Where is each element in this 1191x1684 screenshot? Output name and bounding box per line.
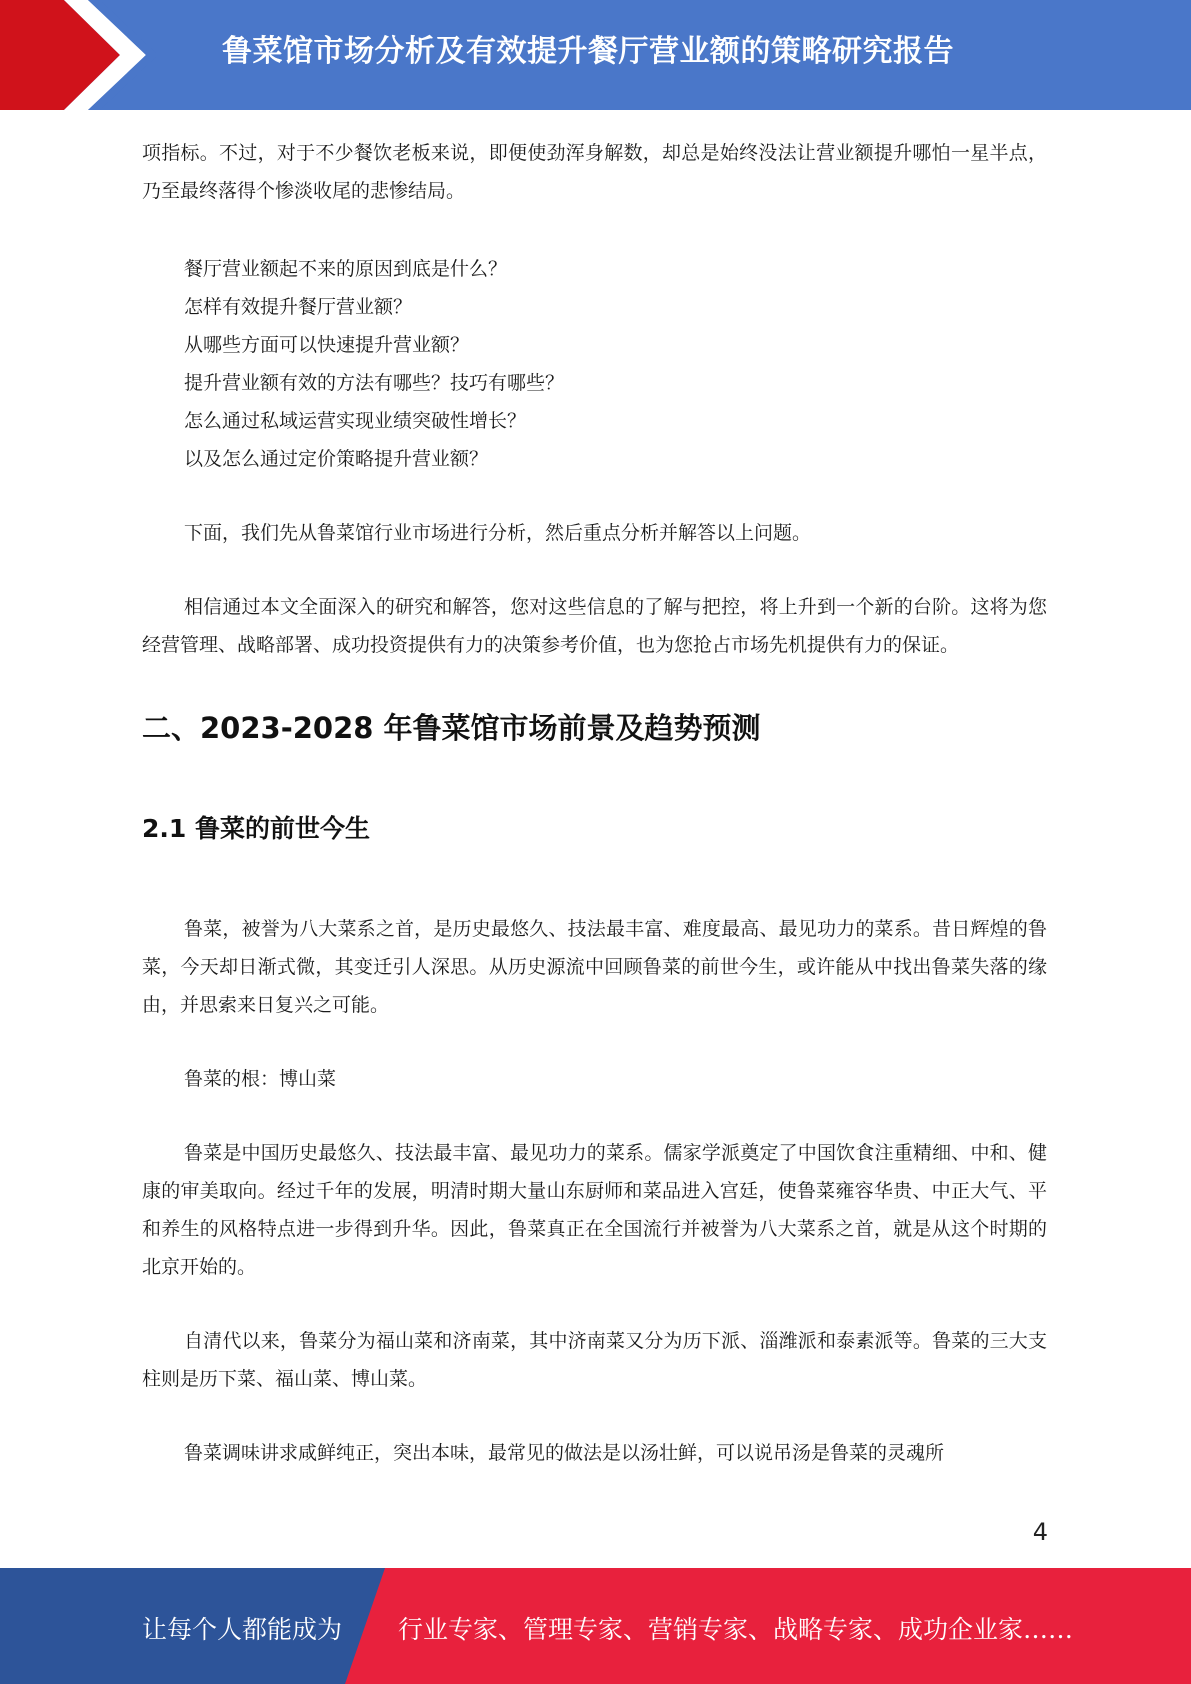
footer-slogan-left: 让每个人都能成为 bbox=[142, 1615, 343, 1644]
page-header bbox=[0, 0, 1191, 110]
subsection-heading: 2.1 鲁菜的前世今生 bbox=[142, 814, 370, 843]
paragraph-history: 鲁菜是中国历史最悠久、技法最丰富、最见功力的菜系。儒家学派奠定了中国饮食注重精细、中和、健康的审美取向。经过千年的发展，明清时期大量山东厨师和菜品进入宫廷，使鲁菜雍容华贵、中正大气、平和养生的风格特点进一步得到升华。因此，鲁菜真正在全国流行并被誉为八大菜系之首，就是从这个时期的北京开始的。 bbox=[142, 1142, 1047, 1278]
question-item: 怎么通过私域运营实现业绩突破性增长？ bbox=[184, 410, 527, 432]
page-number: 4 bbox=[1032, 1518, 1048, 1546]
paragraph-intro-continuation: 项指标。不过，对于不少餐饮老板来说，即便使劲浑身解数，却总是始终没法让营业额提升哪怕一星半点，乃至最终落得个惨淡收尾的悲惨结局。 bbox=[142, 142, 1047, 202]
question-item: 怎样有效提升餐厅营业额？ bbox=[184, 296, 413, 318]
paragraph-next: 下面，我们先从鲁菜馆行业市场进行分析，然后重点分析并解答以上问题。 bbox=[184, 522, 812, 544]
question-item: 餐厅营业额起不来的原因到底是什么？ bbox=[184, 258, 508, 280]
question-item: 以及怎么通过定价策略提升营业额？ bbox=[184, 448, 489, 470]
paragraph-believe: 相信通过本文全面深入的研究和解答，您对这些信息的了解与把控，将上升到一个新的台阶。这将为您经营管理、战略部署、成功投资提供有力的决策参考价值，也为您抢占市场先机提供有力的保证。 bbox=[142, 596, 1047, 656]
header-arrow-decoration bbox=[0, 0, 160, 110]
paragraph-root: 鲁菜的根：博山菜 bbox=[184, 1068, 337, 1090]
paragraph-lucai-intro: 鲁菜，被誉为八大菜系之首，是历史最悠久、技法最丰富、难度最高、最见功力的菜系。昔日辉煌的鲁菜，今天却日渐式微，其变迁引人深思。从历史源流中回顾鲁菜的前世今生，或许能从中找出鲁菜失落的缘由，并思索来日复兴之可能。 bbox=[142, 918, 1047, 1016]
question-item: 从哪些方面可以快速提升营业额？ bbox=[184, 334, 470, 356]
page-content bbox=[142, 134, 1047, 1472]
report-title: 鲁菜馆市场分析及有效提升餐厅营业额的策略研究报告 bbox=[222, 34, 954, 69]
paragraph-taste: 鲁菜调味讲求咸鲜纯正，突出本味，最常见的做法是以汤壮鲜，可以说吊汤是鲁菜的灵魂所 bbox=[184, 1442, 945, 1464]
footer-slogan-right: 行业专家、管理专家、营销专家、战略专家、成功企业家…… bbox=[398, 1615, 1074, 1644]
section-heading: 二、2023-2028 年鲁菜馆市场前景及趋势预测 bbox=[142, 711, 761, 745]
question-item: 提升营业额有效的方法有哪些？技巧有哪些？ bbox=[184, 372, 565, 394]
paragraph-branches: 自清代以来，鲁菜分为福山菜和济南菜，其中济南菜又分为历下派、淄潍派和泰素派等。鲁菜的三大支柱则是历下菜、福山菜、博山菜。 bbox=[142, 1330, 1047, 1390]
question-list bbox=[142, 250, 1047, 478]
page-footer bbox=[0, 1568, 1191, 1684]
